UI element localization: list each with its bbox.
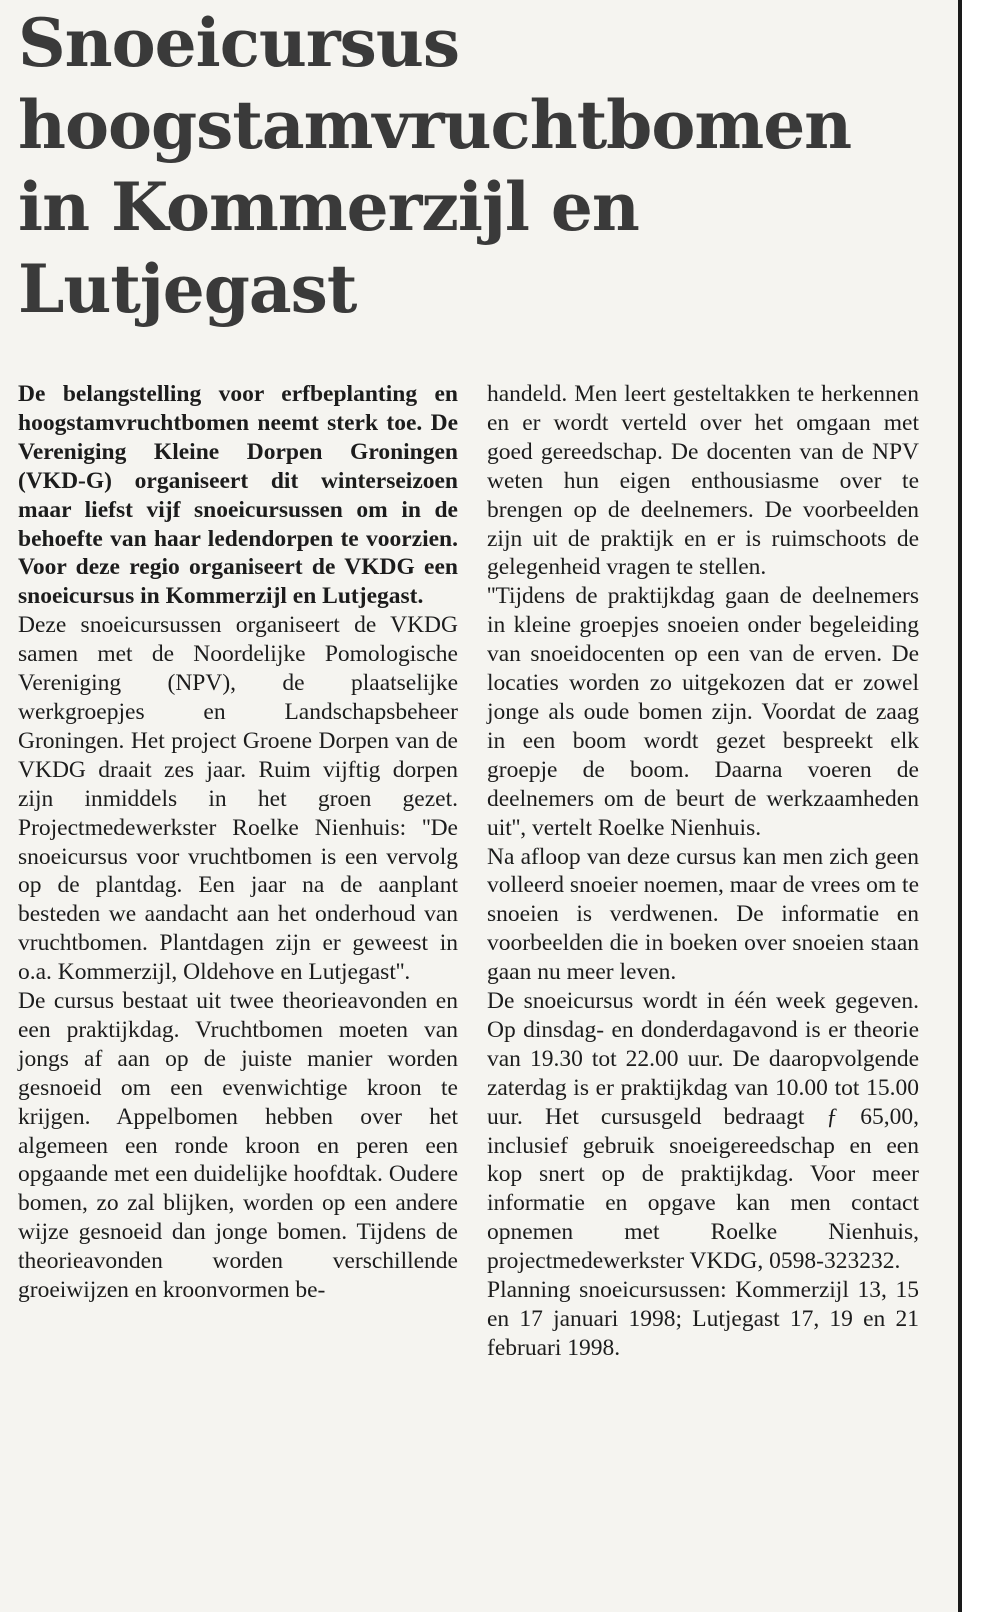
article-paragraph: ''Tijdens de praktijkdag gaan de deelnemers in kleine groepjes snoeien onder begeleiding van snoeidocenten op een van de erven. De locaties worden zo uitgekozen dat er zowel jonge als oude bomen zijn. Voordat de zaag in een boom wordt gezet bespreekt elk groepje de boom. Daarna voeren de deelnemers om de beurt de werkzaamheden uit'', vertelt Roelke Nienhuis. xyxy=(487,583,919,841)
article-paragraph: handeld. Men leert gesteltakken te herkennen en er wordt verteld over het omgaan met goed gereedschap. De docenten van de NPV weten hun eigen enthousiasme over te brengen op de deelnemers. De voorbeelden zijn uit de praktijk en er is ruimschoots de gelegenheid vragen te stellen. xyxy=(487,381,919,581)
article-paragraph: De snoeicursus wordt in één week gegeven. Op dinsdag- en donderdagavond is er theorie van 19.30 tot 22.00 uur. De daaropvolgende zaterdag is er praktijkdag van 10.00 tot 15.00 uur. Het cursusgeld bedraagt ƒ 65,00, inclusief gebruik snoeigereedschap en een kop snert op de praktijkdag. Voor meer informatie en opgave kan men contact opnemen met Roelke Nienhuis, projectmedewerkster VKDG, 0598-323232. xyxy=(487,988,919,1275)
page-margin xyxy=(962,0,982,1612)
headline-line: Lutjegast xyxy=(18,250,357,328)
article-lead: De belangstelling voor erfbeplanting en hoogstamvruchtbomen neemt sterk toe. De Vereniging Kleine Dorpen Groningen (VKD-G) organiseert dit winterseizoen maar liefst vijf snoeicursussen om in de behoefte van haar ledendorpen te voorzien. Voor deze regio organiseert de VKDG een snoeicursus in Kommerzijl en Lutjegast. xyxy=(18,381,458,610)
article-paragraph: Planning snoeicursussen: Kommerzijl 13, 15 en 17 januari 1998; Lutjegast 17, 19 en 21 februari 1998. xyxy=(487,1277,919,1361)
article-column-right xyxy=(487,380,919,1363)
headline-line: Snoeicursus xyxy=(18,4,459,82)
headline-line: in Kommerzijl en xyxy=(18,168,639,246)
article-headline xyxy=(18,2,918,330)
article-paragraph: De cursus bestaat uit twee theorieavonden en een praktijkdag. Vruchtbomen moeten van jongs af aan op de juiste manier worden gesnoeid om een evenwichtige kroon te krijgen. Appelbomen hebben over het algemeen een ronde kroon en peren een opgaande met een duidelijke hoofdtak. Oudere bomen, zo zal blijken, worden op een andere wijze gesnoeid dan jonge bomen. Tijdens de theorieavonden worden verschillende groeiwijzen en kroonvormen be- xyxy=(18,988,458,1304)
article-column-left xyxy=(18,380,458,1305)
article-paragraph: Deze snoeicursussen organiseert de VKDG samen met de Noordelijke Pomologische Vereniging (NPV), de plaatselijke werkgroepjes en Landschapsbeheer Groningen. Het project Groene Dorpen van de VKDG draait zes jaar. Ruim vijftig dorpen zijn inmiddels in het groen gezet. Projectmedewerkster Roelke Nienhuis: ''De snoeicursus voor vruchtbomen is een vervolg op de plantdag. Een jaar na de aanplant besteden we aandacht aan het onderhoud van vruchtbomen. Plantdagen zijn er geweest in o.a. Kommerzijl, Oldehove en Lutjegast''. xyxy=(18,612,458,986)
headline-line: hoogstamvruchtbomen xyxy=(18,86,852,164)
article-paragraph: Na afloop van deze cursus kan men zich geen volleerd snoeier noemen, maar de vrees om te snoeien is verdwenen. De informatie en voorbeelden die in boeken over snoeien staan gaan nu meer leven. xyxy=(487,843,919,986)
